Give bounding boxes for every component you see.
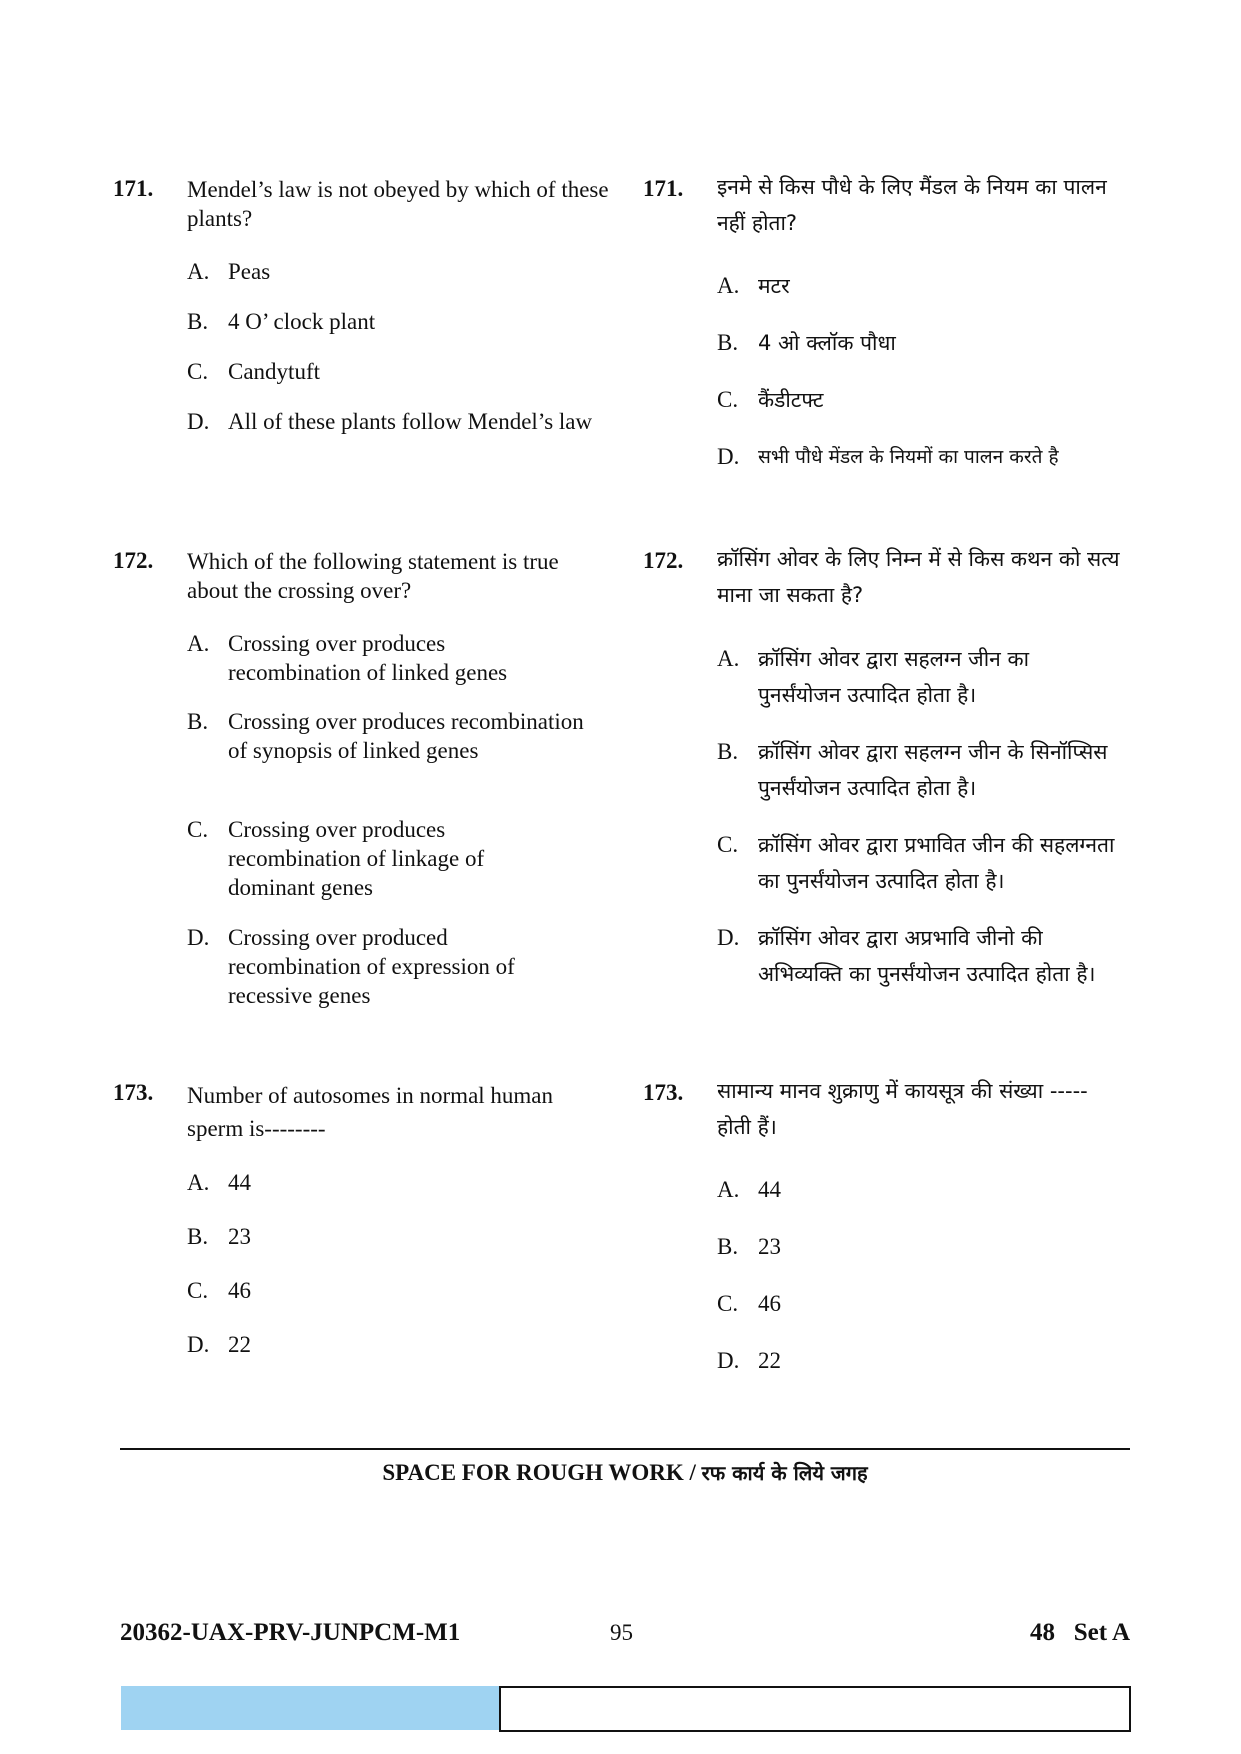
option-text: मटर bbox=[758, 274, 790, 298]
option-letter: D. bbox=[187, 925, 210, 950]
option-letter: B. bbox=[717, 1234, 739, 1259]
option-text: क्रॉसिंग ओवर द्वारा सहलग्न जीन के सिनॉप्सिस पुनर्संयोजन उत्पादित होता है। bbox=[758, 740, 1108, 800]
option-letter: B. bbox=[717, 739, 739, 764]
rough-work-label-en: SPACE FOR ROUGH WORK / bbox=[382, 1460, 702, 1485]
option-letter: B. bbox=[187, 309, 209, 334]
option-text: 22 bbox=[228, 1332, 251, 1357]
option-letter: D. bbox=[717, 444, 740, 469]
option-text: 23 bbox=[758, 1234, 781, 1259]
question-number: 172. bbox=[113, 548, 154, 573]
option-text: क्रॉसिंग ओवर द्वारा अप्रभावि जीनो की अभिव्यक्ति का पुनर्संयोजन उत्पादित होता है। bbox=[758, 926, 1096, 986]
option-text: क्रॉसिंग ओवर द्वारा प्रभावित जीन की सहलग्नता का पुनर्संयोजन उत्पादित होता है। bbox=[758, 833, 1115, 893]
option-letter: B. bbox=[717, 330, 739, 355]
option-text: Candytuft bbox=[228, 359, 320, 384]
option-letter: C. bbox=[717, 387, 739, 412]
option-text: 4 O’ clock plant bbox=[228, 309, 376, 334]
question-number: 171. bbox=[113, 176, 154, 201]
option-text: 46 bbox=[758, 1291, 781, 1316]
option-letter: D. bbox=[717, 1348, 740, 1373]
option-text: 23 bbox=[228, 1224, 251, 1249]
option-text: Crossing over produces recombination of linked genes bbox=[228, 631, 508, 685]
option-letter: A. bbox=[717, 646, 740, 671]
option-letter: A. bbox=[187, 259, 210, 284]
option-letter: D. bbox=[187, 1332, 210, 1357]
option-text: All of these plants follow Mendel’s law bbox=[228, 409, 593, 434]
rough-work-label-hi: रफ कार्य के लिये जगह bbox=[701, 1461, 868, 1485]
option-text: सभी पौधे मेंडल के नियमों का पालन करते है bbox=[758, 446, 1059, 468]
option-text: 22 bbox=[758, 1348, 781, 1373]
option-text: Crossing over produced recombination of expression of recessive genes bbox=[228, 925, 515, 1008]
question-text: Mendel’s law is not obeyed by which of these plants? bbox=[187, 177, 609, 231]
option-text: 44 bbox=[758, 1177, 781, 1202]
option-letter: C. bbox=[187, 359, 209, 384]
option-letter: C. bbox=[717, 832, 739, 857]
option-text: 4 ओ क्लॉक पौधा bbox=[758, 331, 896, 355]
option-letter: C. bbox=[187, 817, 209, 842]
option-text: Crossing over produces recombination of linkage of dominant genes bbox=[228, 817, 485, 900]
option-letter: A. bbox=[187, 1170, 210, 1195]
option-text: कैंडीटफ्ट bbox=[758, 388, 824, 412]
rough-work-divider bbox=[120, 1448, 1130, 1450]
option-letter: C. bbox=[717, 1291, 739, 1316]
option-letter: C. bbox=[187, 1278, 209, 1303]
option-text: Peas bbox=[228, 259, 271, 284]
booklet-code: 20362-UAX-PRV-JUNPCM-M1 bbox=[120, 1619, 461, 1646]
rough-work-label bbox=[120, 1458, 1130, 1488]
option-letter: A. bbox=[717, 273, 740, 298]
question-number: 173. bbox=[113, 1080, 154, 1105]
option-letter: B. bbox=[187, 1224, 209, 1249]
option-letter: D. bbox=[717, 925, 740, 950]
set-label: 48 Set A bbox=[1030, 1619, 1130, 1646]
footer-color-bar bbox=[121, 1686, 499, 1730]
footer-empty-box bbox=[499, 1686, 1131, 1732]
option-letter: D. bbox=[187, 409, 210, 434]
option-text: क्रॉसिंग ओवर द्वारा सहलग्न जीन का पुनर्संयोजन उत्पादित होता है। bbox=[758, 647, 1030, 707]
question-number: 172. bbox=[643, 548, 684, 573]
option-text: 46 bbox=[228, 1278, 251, 1303]
question-text: सामान्य मानव शुक्राणु में कायसूत्र की संख्या ----- होती हैं। bbox=[717, 1079, 1088, 1139]
question-text: Number of autosomes in normal human sperm is-------- bbox=[187, 1083, 554, 1141]
option-letter: A. bbox=[717, 1177, 740, 1202]
page-number: 95 bbox=[610, 1620, 633, 1645]
option-letter: B. bbox=[187, 709, 209, 734]
option-text: Crossing over produces recombination of synopsis of linked genes bbox=[228, 709, 584, 763]
question-text: इनमे से किस पौधे के लिए मैंडल के नियम का पालन नहीं होता? bbox=[717, 175, 1107, 235]
option-letter: A. bbox=[187, 631, 210, 656]
question-number: 171. bbox=[643, 176, 684, 201]
question-text: Which of the following statement is true about the crossing over? bbox=[187, 549, 559, 603]
question-number: 173. bbox=[643, 1080, 684, 1105]
option-text: 44 bbox=[228, 1170, 251, 1195]
question-text: क्रॉसिंग ओवर के लिए निम्न में से किस कथन को सत्य माना जा सकता है? bbox=[717, 547, 1120, 607]
